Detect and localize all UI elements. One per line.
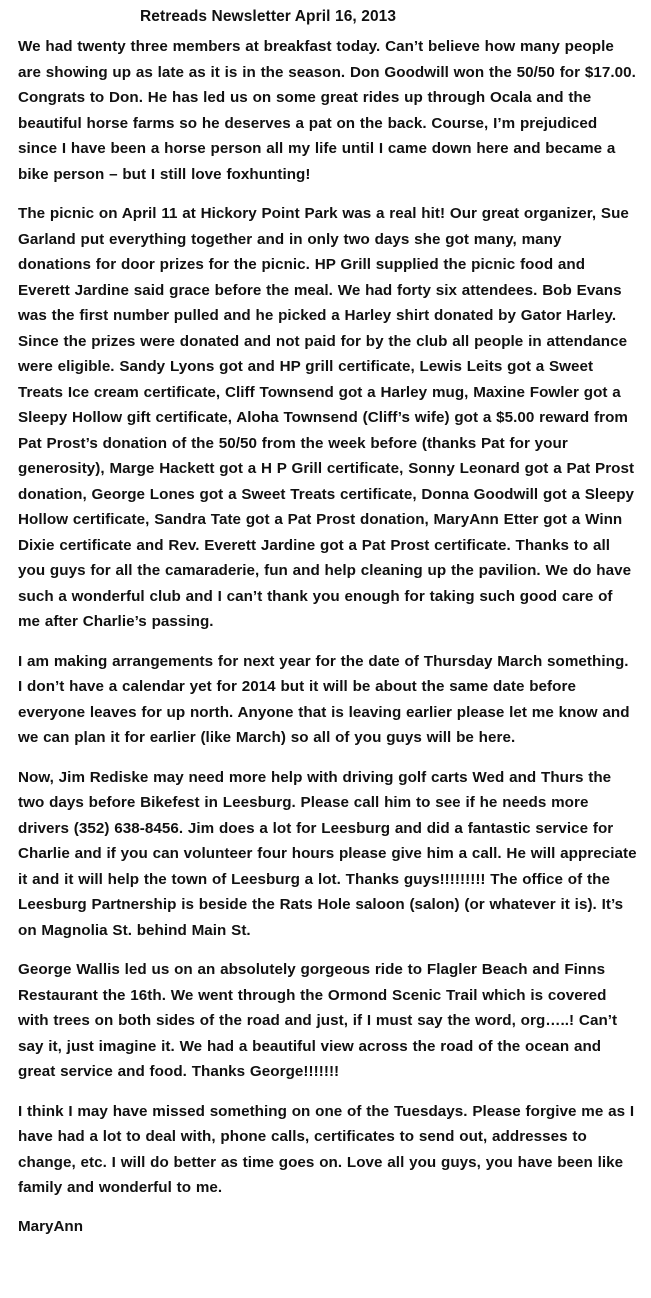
paragraph-apology: I think I may have missed something on one of the Tuesdays. Please forgive me as I have had a lot to deal with, phone calls, certificates to send out, addresses to change, etc. I will do better as time goes on. Love all you guys, you have been like family and wonderful to me. [18, 1102, 635, 1196]
signature: MaryAnn [18, 1217, 83, 1235]
paragraph-picnic: The picnic on April 11 at Hickory Point Park was a real hit! Our great organizer, Sue Garland put everything together and in only two days she got many, many donations for door prizes for the picnic. HP Grill supplied the picnic food and Everett Jardine said grace before the meal. We had forty six attendees. Bob Evans was the first number pulled and he picked a Harley shirt donated by Gator Harley. Since the prizes were donated and not paid for by the club all people in attendance were eligible. Sandy Lyons got and HP grill certificate, Lewis Leits got a Sweet Treats Ice cream certificate, Cliff Townsend got a Harley mug, Maxine Fowler got a Sleepy Hollow gift certificate, Aloha Townsend (Cliff’s wife) got a $5.00 reward from Pat Prost’s donation of the 50/50 from the week before (thanks Pat for your generosity), Marge Hackett got a H P Grill certificate, Sonny Leonard got a Pat Prost donation, George Lones got a Sweet Treats certificate, Donna Goodwill got a Sleepy Hollow certificate, Sandra Tate got a Pat Prost donation, MaryAnn Etter got a Winn Dixie certificate and Rev. Everett Jardine got a Pat Prost certificate. Thanks to all you guys for all the camaraderie, fun and help cleaning up the pavilion. We do have such a wonderful club and I can’t thank you enough for taking such good care of me after Charlie’s passing. [18, 205, 635, 630]
paragraph-next-year: I am making arrangements for next year for the date of Thursday March something. I don’t have a calendar yet for 2014 but it will be about the same date before everyone leaves for up north. Anyone that is leaving earlier please let me know and we can plan it for earlier (like March) so all of you guys will be here. [18, 652, 630, 746]
newsletter-title: Retreads Newsletter April 16, 2013 [140, 8, 397, 25]
paragraph-breakfast: We had twenty three members at breakfast today. Can’t believe how many people are showing up as late as it is in the season. Don Goodwill won the 50/50 for $17.00. Congrats to Don. He has led us on some great rides up through Ocala and the beautiful horse farms so he deserves a pat on the back. Course, I’m prejudiced since I have been a horse person all my life until I came down here and became a bike person – but I still love foxhunting! [18, 38, 636, 183]
paragraph-flagler-ride: George Wallis led us on an absolutely gorgeous ride to Flagler Beach and Finns Restaurant the 16th. We went through the Ormond Scenic Trail which is covered with trees on both sides of the road and just, if I must say the word, org…..! Can’t say it, just imagine it. We had a beautiful view across the road of the ocean and great service and food. Thanks George!!!!!!! [18, 961, 618, 1080]
paragraph-bikefest-help: Now, Jim Rediske may need more help with driving golf carts Wed and Thurs the two days before Bikefest in Leesburg. Please call him to see if he needs more drivers (352) 638-8456. Jim does a lot for Leesburg and did a fantastic service for Charlie and if you can volunteer four hours please give him a call. He will appreciate it and it will help the town of Leesburg a lot. Thanks guys!!!!!!!!! The office of the Leesburg Partnership is beside the Rats Hole saloon (salon) (or whatever it is). It’s on Magnolia St. behind Main St. [18, 768, 637, 939]
